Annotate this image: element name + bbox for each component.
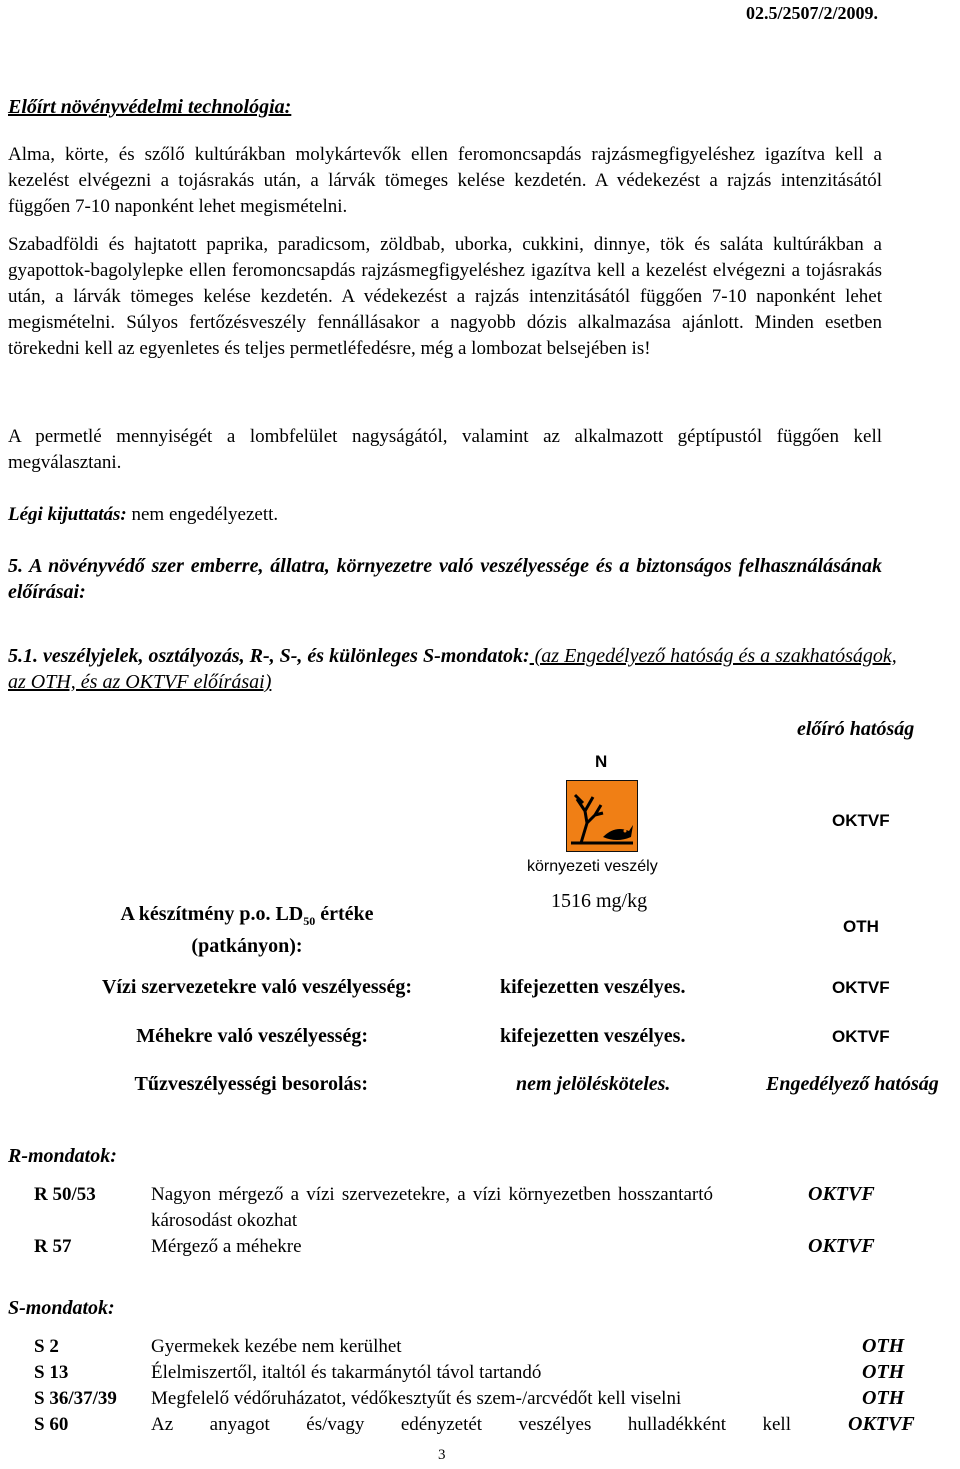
s-phrase-code: S 36/37/39 xyxy=(34,1388,117,1409)
s-phrase-authority: OTH xyxy=(862,1335,905,1357)
paragraph-orchard: Alma, körte, és szőlő kultúrákban molykártevők ellen feromoncsapdás rajzásmegfigyeléshez igazítva kell a kezelést elvégezni a tojásrakás után, a lárvák tömeges kelése kezdetén. A védekezést a rajzás intenzitásától függően 7-10 naponként lehet megismételni. xyxy=(8,144,882,217)
r-phrases-heading-text: R-mondatok: xyxy=(8,1145,117,1167)
section-5-1-heading xyxy=(8,643,898,695)
fire-class-value: nem jelölésköteles. xyxy=(516,1073,671,1095)
s-phrase-text: Élelmiszertől, italtól és takarmánytól távol tartandó xyxy=(151,1362,542,1383)
ld50-label xyxy=(97,902,397,959)
aquatic-hazard-authority: OKTVF xyxy=(832,978,890,997)
hazard-label: környezeti veszély xyxy=(527,858,658,875)
fire-class-authority: Engedélyező hatóság xyxy=(766,1073,939,1095)
section-5-heading: 5. A növényvédő szer emberre, állatra, környezetre való veszélyessége és a biztonságos felhasználásának előírásai: xyxy=(8,555,882,603)
hazard-symbol-letter: N xyxy=(595,752,608,771)
r-phrase-text: Nagyon mérgező a vízi szervezetekre, a vízi környezetben hosszantartó károsodást okozhat xyxy=(151,1184,713,1231)
s-phrase-text: Gyermekek kezébe nem kerülhet xyxy=(151,1336,402,1357)
aquatic-hazard-value: kifejezetten veszélyes. xyxy=(500,976,686,998)
page-number: 3 xyxy=(438,1447,446,1463)
s-phrase-authority: OTH xyxy=(862,1387,905,1409)
section-5-1-note: (az Engedélyező hatóság és a szakhatóságok, az OTH, és az OKTVF előírásai) xyxy=(8,645,897,693)
paragraph-vegetables: Szabadföldi és hajtatott paprika, paradicsom, zöldbab, uborka, cukkini, dinnye, tök és saláta kultúrákban a gyapottok-bagolylepke ellen feromoncsapdás rajzásmegfigyeléshez igazítva kell a kezelést elvégezni a tojásrakás után, a lárvák tömeges kelése kezdetén. A védekezést a rajzás intenzitásától függően 7-10 naponként lehet megismételni. Súlyos fertőzésveszély fennállásakor a nagyobb dózis alkalmazása ajánlott. Minden esetben törekedni kell az egyenletes és teljes permetléfedésre, még a lombozat belsejében is! xyxy=(8,234,882,359)
ld50-authority: OTH xyxy=(843,917,879,936)
s-phrase-code: S 60 xyxy=(34,1414,69,1435)
section-5-1-title: 5.1. veszélyjelek, osztályozás, R-, S-, és különleges S-mondatok: xyxy=(8,645,530,667)
bee-hazard-label: Méhekre való veszélyesség: xyxy=(136,1025,368,1047)
bee-hazard-value: kifejezetten veszélyes. xyxy=(500,1025,686,1047)
authority-column-header: előíró hatóság xyxy=(797,718,915,740)
aerial-application-value: nem engedélyezett. xyxy=(131,504,279,525)
s-phrase-code: S 2 xyxy=(34,1336,59,1357)
hazard-authority: OKTVF xyxy=(832,811,890,830)
r-phrase-text: Mérgező a méhekre xyxy=(151,1236,302,1257)
r-phrase-authority: OKTVF xyxy=(808,1183,875,1205)
ld50-label-part2: értéke xyxy=(315,903,374,925)
aerial-application xyxy=(8,504,278,526)
fire-class-label: Tűzveszélyességi besorolás: xyxy=(134,1073,368,1095)
aquatic-hazard-label: Vízi szervezetekre való veszélyesség: xyxy=(101,976,412,998)
ld50-label-line2: (patkányon): xyxy=(191,935,303,957)
aerial-application-label: Légi kijuttatás: xyxy=(8,504,127,525)
dead-tree-fish-icon xyxy=(566,780,638,852)
r-phrases-heading xyxy=(8,1145,117,1168)
r-phrase-code: R 50/53 xyxy=(34,1184,96,1205)
s-phrase-text: Megfelelő védőruházatot, védőkesztyűt és szem-/arcvédőt kell viselni xyxy=(151,1388,682,1409)
environment-hazard-pictogram xyxy=(567,781,637,851)
document-number: 02.5/2507/2/2009. xyxy=(745,3,878,23)
ld50-label-part1: A készítmény p.o. LD xyxy=(120,903,304,925)
s-phrase-code: S 13 xyxy=(34,1362,69,1383)
s-phrases-heading-text: S-mondatok: xyxy=(8,1297,115,1319)
s-phrases-heading xyxy=(8,1297,115,1320)
s-phrase-authority: OTH xyxy=(862,1361,905,1383)
ld50-subscript: 50 xyxy=(303,914,316,928)
technology-heading: Előírt növényvédelmi technológia: xyxy=(8,96,292,118)
bee-hazard-authority: OKTVF xyxy=(832,1027,890,1046)
s-phrase-text: Az anyagot és/vagy edényzetét veszélyes hulladékként kell xyxy=(151,1414,791,1435)
paragraph-spray-volume: A permetlé mennyiségét a lombfelület nagyságától, valamint az alkalmazott géptípustól függően kell megválasztani. xyxy=(8,426,882,473)
r-phrase-authority: OKTVF xyxy=(808,1235,875,1257)
s-phrase-authority: OKTVF xyxy=(848,1413,915,1435)
ld50-value: 1516 mg/kg xyxy=(551,890,648,912)
r-phrase-code: R 57 xyxy=(34,1236,72,1257)
